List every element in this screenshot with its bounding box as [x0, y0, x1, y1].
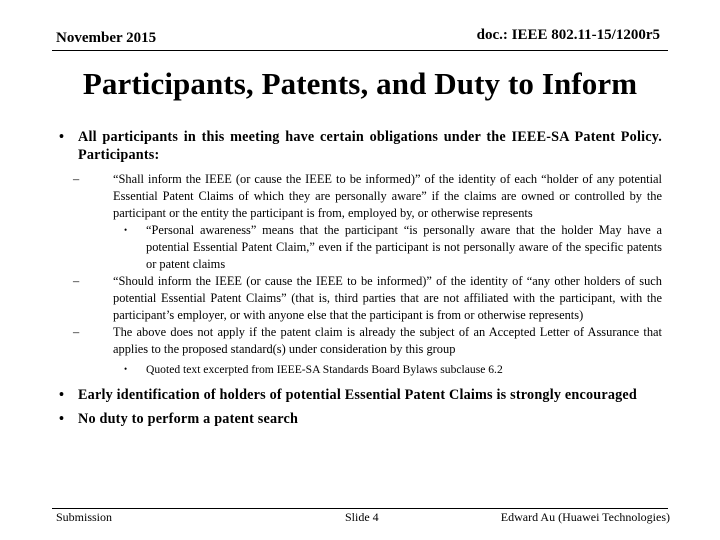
slide-title: Participants, Patents, and Duty to Inform — [82, 66, 638, 101]
subbullet-text: The above does not apply if the patent claim is already the subject of an Accepted Letter of Assurance that applies to the proposed standard(s) under consideration by this group — [113, 325, 662, 356]
bullet-marker: • — [59, 387, 65, 403]
bullet-text: No duty to perform a patent search — [78, 411, 299, 427]
bullet-text: Early identification of holders of potential Essential Patent Claims is strongly encouraged — [78, 387, 638, 403]
footer-submission: Submission — [56, 510, 113, 524]
subbullet-text: “Should inform the IEEE (or cause the IEEE to be informed)” of the identity of “any other holders of such potential Essential Patent Claims” (that is, third parties that are not affiliated with the participant, with the participant’s employer, or with anyone else that the participant is from or otherwise represents) — [113, 274, 662, 322]
subsubbullet-personal-awareness — [124, 222, 662, 273]
header-date: November 2015 — [56, 30, 157, 46]
subbullet-does-not-apply — [73, 324, 662, 358]
small-bullet-marker: • — [124, 364, 128, 374]
subsubbullet-quoted-text — [124, 361, 662, 378]
footer-slide-number: Slide 4 — [345, 510, 379, 524]
dash-marker: – — [73, 325, 80, 339]
subbullet-text: “Shall inform the IEEE (or cause the IEEE to be informed)” of the identity of each “holder of any potential Essential Patent Claims of which they are personally aware” if the claims are owned or controlled by the participant or the entity the participant is from, employed by, or otherwise represents — [113, 172, 662, 220]
slide-body — [56, 128, 662, 428]
subbullet-shall-inform — [73, 171, 662, 222]
bullet-marker: • — [59, 129, 65, 145]
subbullet-should-inform — [73, 273, 662, 324]
bullet-marker: • — [59, 411, 65, 427]
small-bullet-marker: • — [124, 225, 128, 235]
footer-divider — [52, 508, 668, 509]
bullet-obligations — [56, 128, 662, 164]
header-divider — [52, 50, 668, 51]
bullet-text: All participants in this meeting have certain obligations under the IEEE-SA Patent Policy. Participants: — [78, 129, 662, 163]
bullet-early-identification — [56, 386, 662, 404]
dash-marker: – — [73, 172, 80, 186]
subsubbullet-text: Quoted text excerpted from IEEE-SA Standards Board Bylaws subclause 6.2 — [146, 363, 503, 376]
dash-marker: – — [73, 274, 80, 288]
bullet-no-duty — [56, 410, 662, 428]
footer-author: Edward Au (Huawei Technologies) — [500, 510, 670, 524]
subsubbullet-text: “Personal awareness” means that the participant “is personally aware that the holder May have a potential Essential Patent Claim,” even if the participant is not personally aware of the specific patents or patent claims — [146, 223, 662, 271]
header-doc-id: doc.: IEEE 802.11-15/1200r5 — [476, 27, 660, 43]
